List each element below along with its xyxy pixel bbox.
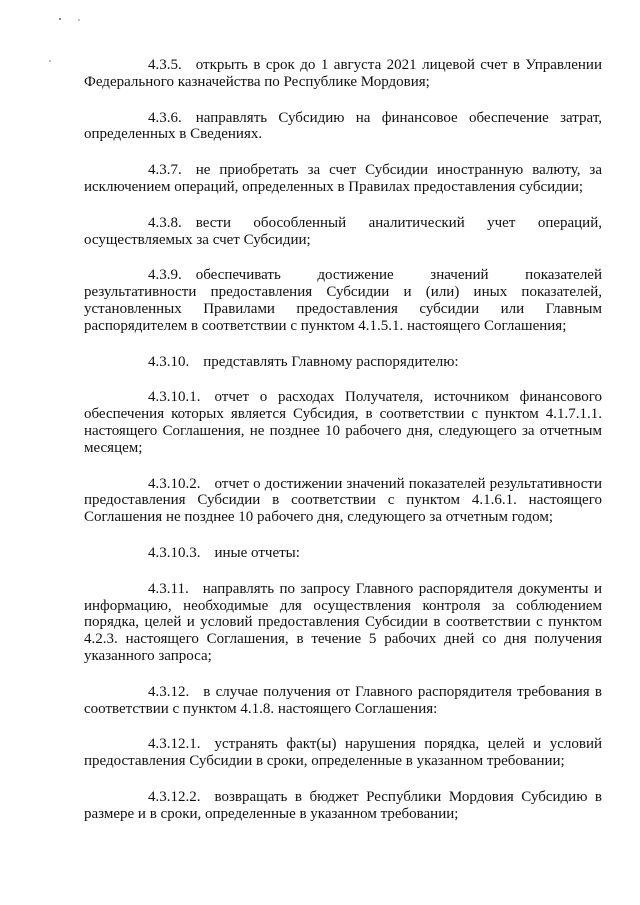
paragraph-number: 4.3.9. [148, 267, 182, 284]
paragraph-text: отчет о достижении значений показателей результативности предоставления Субсидии в соответствии с пунктом 4.1.6.1. настоящего Соглашения не позднее 10 рабочего дня, следующего за отчетным годом; [84, 475, 602, 526]
paragraph-number: 4.3.10.2. [148, 475, 201, 492]
paragraph-4-3-5 [84, 57, 602, 91]
paragraph-number: 4.3.8. [148, 214, 182, 231]
paragraph-4-3-10-3 [84, 545, 602, 562]
scan-dot [49, 60, 51, 62]
paragraph-4-3-10 [84, 354, 602, 371]
paragraph-4-3-6 [84, 110, 602, 144]
paragraph-4-3-12-2 [84, 789, 602, 823]
paragraph-text: вести обособленный аналитический учет операций, осуществляемых за счет Субсидии; [84, 214, 602, 248]
paragraph-number: 4.3.10.1. [148, 389, 201, 406]
paragraph-4-3-11 [84, 581, 602, 665]
paragraph-text: в случае получения от Главного распорядителя требования в соответствии с пунктом 4.1.8. настоящего Соглашения: [84, 683, 602, 717]
paragraph-number: 4.3.7. [148, 162, 182, 179]
paragraph-number: 4.3.5. [148, 57, 182, 73]
scan-dot [78, 19, 80, 21]
paragraph-4-3-12 [84, 684, 602, 718]
paragraph-text: представлять Главному распорядителю: [203, 353, 459, 370]
paragraph-text: возвращать в бюджет Республики Мордовия Субсидию в размере и в сроки, определенные в указанном требовании; [84, 788, 602, 822]
paragraph-number: 4.3.10. [148, 353, 190, 370]
scan-dot [59, 18, 61, 20]
paragraph-4-3-12-1 [84, 736, 602, 770]
paragraph-number: 4.3.6. [148, 109, 182, 126]
paragraph-4-3-8 [84, 215, 602, 249]
paragraph-text: иные отчеты: [214, 544, 300, 561]
paragraph-number: 4.3.10.3. [148, 544, 201, 561]
paragraph-number: 4.3.11. [148, 580, 189, 597]
paragraph-number: 4.3.12.2. [148, 788, 201, 805]
paragraph-text: направлять Субсидию на финансовое обеспечение затрат, определенных в Сведениях. [84, 109, 602, 143]
paragraph-4-3-10-1 [84, 389, 602, 456]
paragraph-4-3-7 [84, 162, 602, 196]
paragraph-text: обеспечивать достижение значений показателей результативности предоставления Субсидии и (или) иных показателей, установленных Правилами предоставления субсидии или Главным распорядителем в соответствии с пунктом 4.1.5.1. настоящего Соглашения; [84, 267, 602, 334]
paragraph-text: направлять по запросу Главного распорядителя документы и информацию, необходимые для осуществления контроля за соблюдением порядка, целей и условий предоставления Субсидии в соответствии с пунктом 4.2.3. настоящего Соглашения, в течение 5 рабочих дней со дня получения указанного запроса; [84, 580, 602, 664]
paragraph-4-3-9 [84, 267, 602, 334]
paragraph-text: отчет о расходах Получателя, источником финансового обеспечения которых является Субсидия, в соответствии с пунктом 4.1.7.1.1. настоящего Соглашения, не позднее 10 рабочего дня, следующего за отчетным месяцем; [84, 389, 602, 456]
document-body [84, 57, 602, 842]
paragraph-number: 4.3.12.1. [148, 736, 201, 753]
paragraph-text: не приобретать за счет Субсидии иностранную валюту, за исключением операций, определенных в Правилах предоставления субсидии; [84, 162, 602, 195]
paragraph-text: устранять факт(ы) нарушения порядка, целей и условий предоставления Субсидии в сроки, определенные в указанном требовании; [84, 736, 602, 770]
paragraph-number: 4.3.12. [148, 683, 190, 700]
paragraph-4-3-10-2 [84, 476, 602, 526]
paragraph-text: открыть в срок до 1 августа 2021 лицевой счет в Управлении Федерального казначейства по Республике Мордовия; [84, 57, 602, 90]
